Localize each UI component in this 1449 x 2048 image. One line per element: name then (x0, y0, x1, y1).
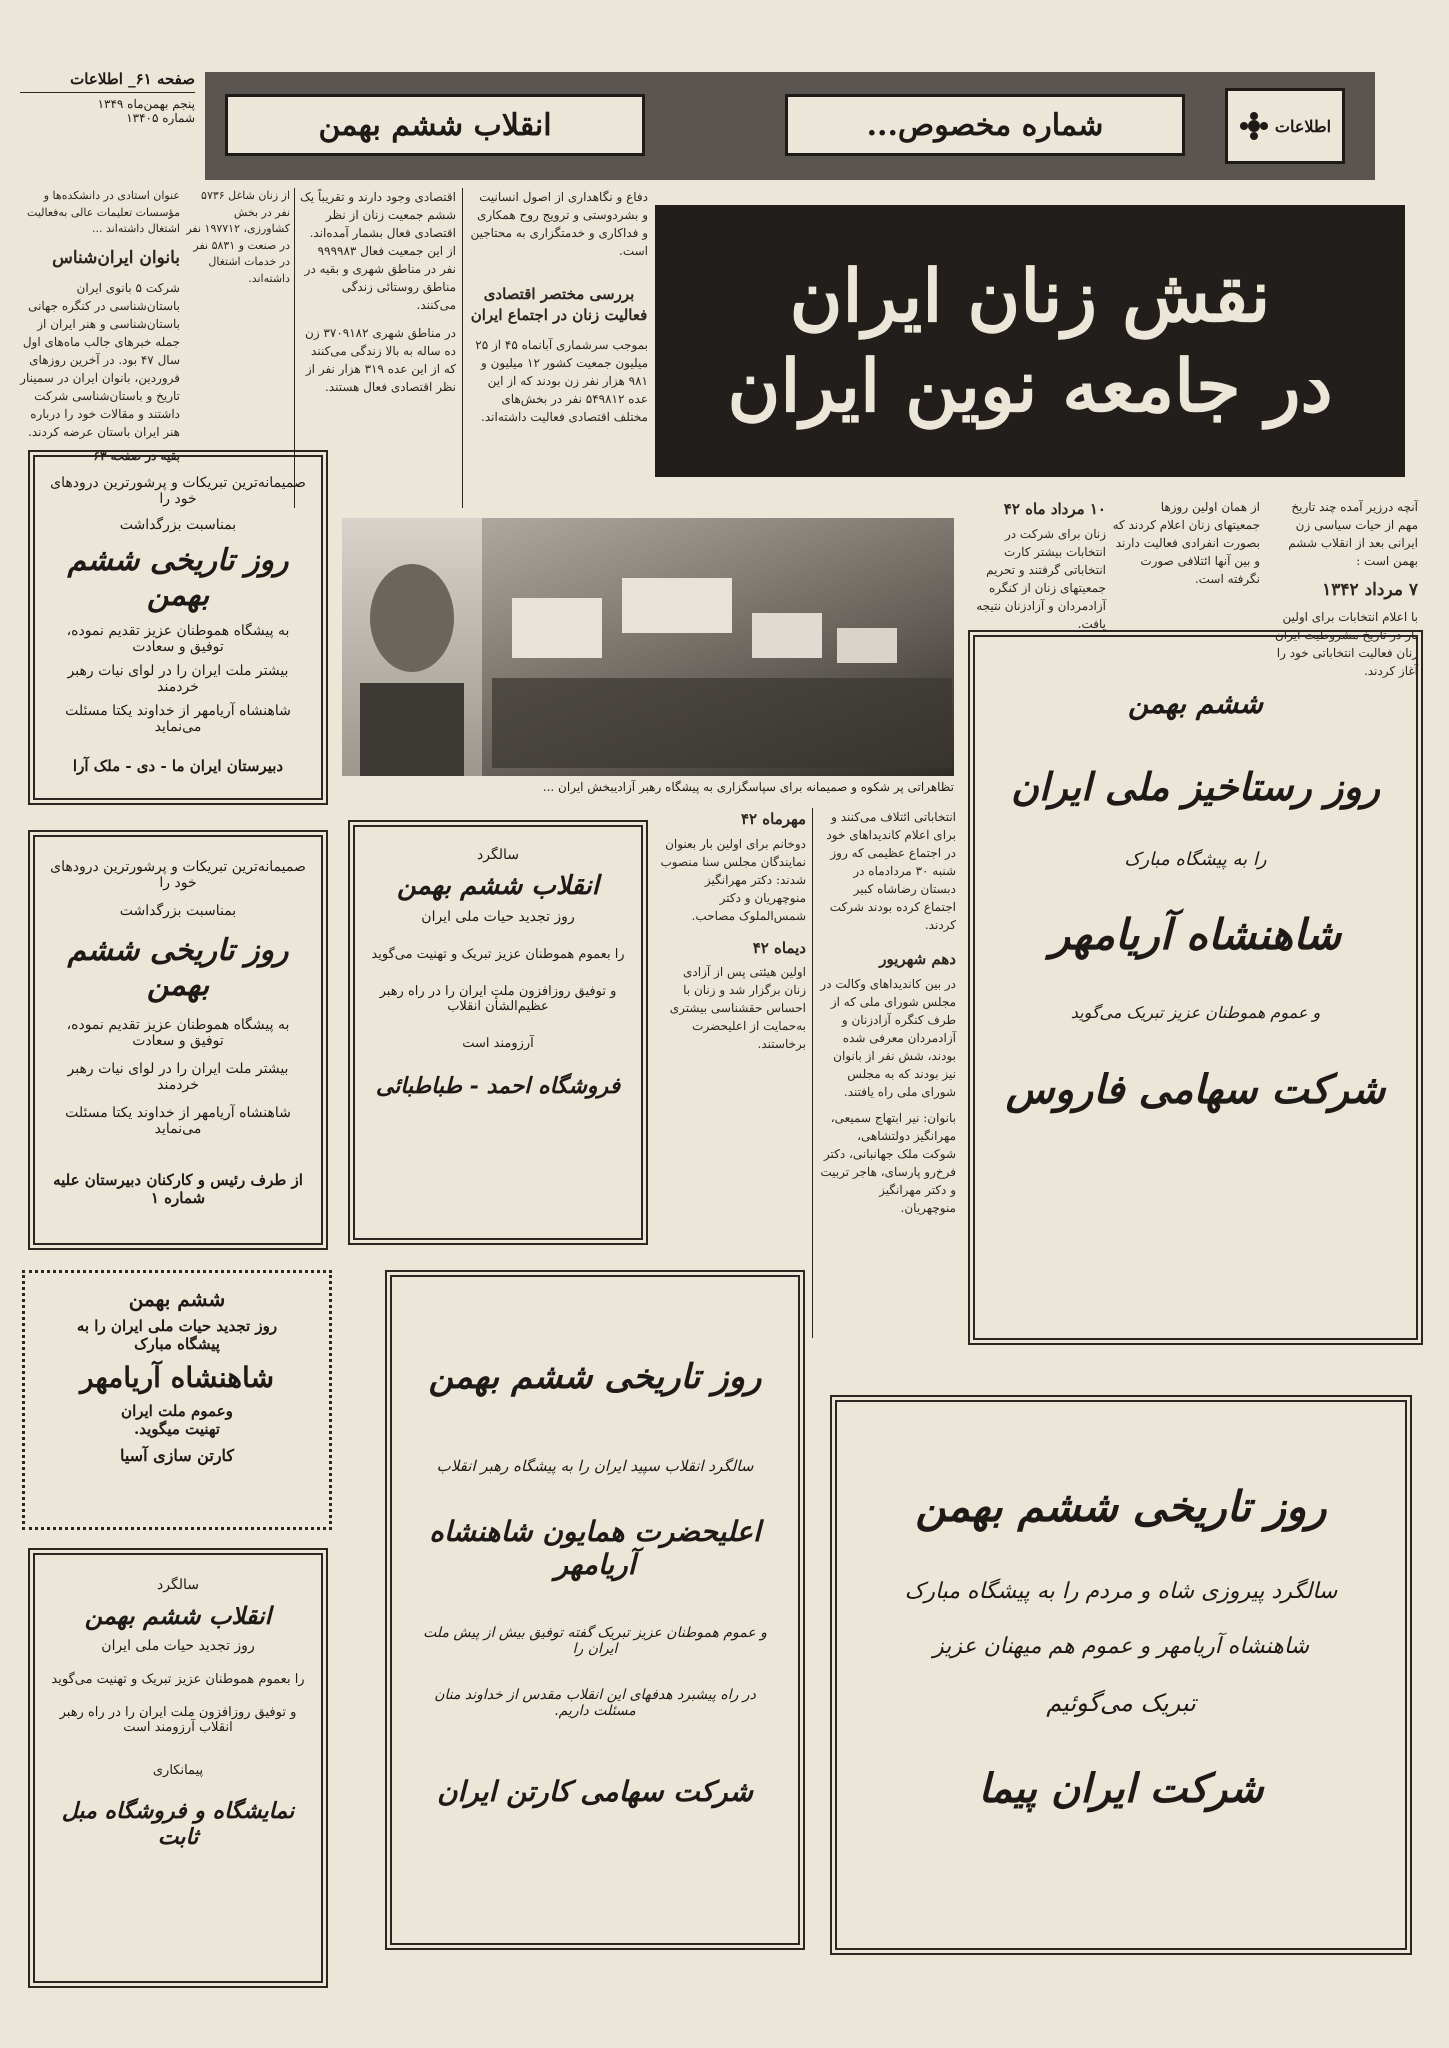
timeline-text: بانوان: نیر ابتهاج سمیعی، مهرانگیز دولتشاهی، شوکت ملک جهانبانی، دکتر فرخ‌رو پارسای، هاجر تربیت و دکتر مهرانگیز منوچهریان. (820, 1110, 956, 1215)
section-title-box (225, 94, 645, 156)
ad-line: را بعموم هموطنان عزیز تبریک و تهنیت می‌گوید (371, 947, 625, 962)
ad-line: ششم بهمن (1127, 687, 1264, 720)
ad-line: را بعموم هموطنان عزیز تبریک و تهنیت می‌گوید (51, 1672, 305, 1687)
ad-line: و توفیق روزافزون ملت ایران را در راه رهبر انقلاب آرزومند است (59, 1705, 297, 1735)
ad-signer: دبیرستان ایران ما - دی - ملک آرا (72, 757, 284, 775)
ad-line: صمیمانه‌ترین تبریکات و پرشورترین درودهای خود را (50, 475, 306, 507)
ad-title: روز تاریخی ششم بهمن (915, 1482, 1327, 1531)
portrait-inset (342, 518, 482, 776)
article-mid-heading: بررسی مختصر اقتصادی فعالیت زنان در اجتماع ایران (470, 285, 648, 324)
ad-title: انقلاب ششم بهمن (84, 1601, 272, 1630)
ad-signer: کارتن سازی آسیا (119, 1446, 235, 1465)
ad-line: ششم بهمن (128, 1287, 226, 1311)
ad-line: شاهنشاه آریامهر و عموم هم میهنان عزیز (932, 1634, 1310, 1659)
ad-signer: شرکت ایران پیما (978, 1765, 1264, 1812)
ad-line: تبریک می‌گوئیم (1046, 1689, 1196, 1717)
ad-line: و عموم هموطنان عزیز تبریک گفته توفیق بیش از پیش ملت ایران را (423, 1625, 767, 1657)
ad-title: انقلاب ششم بهمن (396, 871, 600, 901)
portrait-icon (342, 518, 482, 776)
ad-line: تهنیت میگوید. (134, 1420, 220, 1438)
article-mid-col-2 (300, 188, 456, 396)
timeline-col-5 (660, 808, 806, 1053)
ad-line: وعموم ملت ایران (121, 1402, 233, 1420)
section-title: انقلاب ششم بهمن (318, 107, 552, 143)
ad-line: بمناسبت بزرگداشت (119, 903, 237, 919)
headline-banner (655, 205, 1405, 477)
ad-line: صمیمانه‌ترین تبریکات و پرشورترین درودهای خود را (50, 859, 306, 891)
ad-sabet-furniture (28, 1548, 328, 1988)
article-paragraph: اقتصادی وجود دارند و تقریباً یک ششم جمعیت زنان از نظر اقتصادی فعال بشمار آمده‌اند. از این جمعیت فعال ۹۹۹۹۸۳ نفر در مناطق شهری و بقیه در مناطق روستائی زندگی می‌کنند. (300, 190, 456, 312)
ad-line: سالگرد پیروزی شاه و مردم را به پیشگاه مبارک (904, 1579, 1338, 1604)
article-left-intro: عنوان استادی در دانشکده‌ها و مؤسسات تعلیمات عالی به‌فعالیت اشتغال داشته‌اند ... (27, 189, 180, 235)
date-label: پنجم بهمن‌ماه ۱۳۴۹ (97, 97, 195, 111)
flower-emblem-icon (1239, 111, 1269, 141)
timeline-heading: ۷ مرداد ۱۳۴۲ (1322, 580, 1418, 600)
ad-title: شاهنشاه آریامهر (1049, 910, 1342, 959)
column-divider (812, 808, 813, 1338)
column-divider (462, 188, 463, 508)
ad-carton-iran (385, 1270, 805, 1950)
article-paragraph: بموجب سرشماری آبانماه ۴۵ از ۲۵ میلیون جمعیت کشور ۱۲ میلیون و ۹۸۱ هزار نفر زن بودند که از این عده ۵۴۹۸۱۲ نفر در بخش‌های مختلف اقتصادی فعالیت داشته‌اند. (475, 338, 648, 424)
ad-line: سالگرد انقلاب سپید ایران را به پیشگاه رهبر انقلاب (436, 1457, 754, 1475)
demonstration-photo (342, 518, 954, 776)
article-mid-col-3 (186, 188, 290, 287)
ad-title: روز تاریخی ششم بهمن (67, 543, 289, 613)
issue-label: شماره ۱۳۴۰۵ (126, 111, 195, 125)
timeline-text: دوخانم برای اولین بار بعنوان نمایندگان مجلس سنا منصوب شدند: دکتر مهرانگیز منوچهریان و دکتر شمس‌الملوک مصاحب. (660, 836, 806, 923)
masthead-rule (20, 92, 195, 93)
ad-line: و عموم هموطنان عزیز تبریک می‌گوید (1070, 1003, 1321, 1022)
ad-signer: فروشگاه احمد - طباطبائی (375, 1073, 621, 1099)
timeline-col-4 (820, 808, 956, 1217)
timeline-text: از همان اولین روزها جمعیتهای زنان اعلام کردند که بصورت انفرادی فعالیت دارند و بین آنها ائتلافی صورت نگرفته است. (1112, 500, 1260, 586)
ad-tabatabai (348, 820, 648, 1245)
ad-title: روز تاریخی ششم بهمن (67, 933, 289, 1003)
ad-line: در راه پیشبرد هدفهای این انقلاب مقدس از خداوند منان مسئلت داریم. (434, 1687, 756, 1719)
ad-school-2 (28, 830, 328, 1250)
ad-title: روز رستاخیز ملی ایران (1010, 764, 1381, 809)
ad-title: اعلیحضرت همایون شاهنشاه آریامهر (429, 1515, 761, 1581)
ad-asia-carton (22, 1270, 332, 1530)
ad-signer: شرکت سهامی کارتن ایران (436, 1775, 754, 1808)
newspaper-logo (1225, 88, 1345, 164)
timeline-text: در بین کاندیداهای وکالت در مجلس شورای ملی که از طرف کنگره آزادزنان و آزادمردان معرفی شده بودند، شش نفر از بانوان نیز بودند که به مجلس شورای ملی راه یافتند. (820, 976, 956, 1099)
ad-signer: از طرف رئیس و کارکنان دبیرستان علیه شماره ۱ (53, 1171, 303, 1207)
article-paragraph: دفاع و نگاهداری از اصول انسانیت و بشردوستی و ترویج روح همکاری و فداکاری و خدمتگزاری به محتاجین است. (470, 190, 648, 258)
masthead-info (20, 70, 195, 125)
ad-line: بمناسبت بزرگداشت (119, 517, 237, 533)
article-mid-col-1 (470, 188, 648, 426)
article-left (20, 188, 180, 465)
timeline-text: انتخاباتی ائتلاف می‌کنند و برای اعلام کاندیداهای خود در اجتماع عظیمی که روز شنبه ۳۰ مردادماه در دبستان رضاشاه کبیر اجتماع کرده بودند شرکت کردند. (826, 810, 956, 932)
ad-line: سالگرد (477, 847, 519, 863)
page-label: صفحه ۶۱_ اطلاعات (70, 70, 195, 88)
ad-line: بیشتر ملت ایران را در لوای نیات رهبر خردمند (67, 663, 289, 695)
timeline-col-2 (1112, 498, 1260, 588)
timeline-text: زنان برای شرکت در انتخابات بیشتر کارت انتخاباتی گرفتند و تحریم جمعیتهای زنان از کنگره آزادمردان و آزادزنان نتیجه یافت. (976, 526, 1106, 631)
ad-line: به پیشگاه هموطنان عزیز تقدیم نموده، توفیق و سعادت (66, 1017, 290, 1049)
crowd-banners-icon (492, 558, 952, 768)
ad-line: شاهنشاه آریامهر از خداوند یکتا مسئلت می‌نماید (65, 703, 291, 735)
article-left-body: شرکت ۵ بانوی ایران باستان‌شناسی در کنگره جهانی باستان‌شناسی و هنر ایران از جمله خبرهای جالب ماه‌های اول سال ۴۷ بود. در آخرین روزهای فروردین، بانوان ایران در سمینار تاریخ و باستان‌شناسی شرکت داشتند و مقالات خود را درباره هنر ایران باستان عرضه کردند. (20, 281, 180, 439)
special-issue-title: شماره مخصوص... (866, 107, 1104, 143)
ad-line: بیشتر ملت ایران را در لوای نیات رهبر خردمند (67, 1061, 289, 1093)
ad-title: شاهنشاه آریامهر (79, 1361, 275, 1394)
headline-line-2: در جامعه نوین ایران (727, 343, 1333, 428)
timeline-heading: دهم شهریور (879, 950, 956, 968)
timeline-text: اولین هیئتی پس از آزادی زنان برگزار شد و زنان با احساس حقشناسی بیشتری به‌حمایت از اعلیحضرت برخاستند. (669, 965, 806, 1051)
ad-line: به پیشگاه هموطنان عزیز تقدیم نموده، توفیق و سعادت (66, 623, 290, 655)
timeline-intro: آنچه درزیر آمده چند تاریخ مهم از حیات سیاسی زن ایرانی بعد از انقلاب ششم بهمن است : (1288, 500, 1418, 568)
timeline-heading: ۱۰ مرداد ماه ۴۲ (1003, 500, 1106, 518)
ad-school-1 (28, 450, 328, 805)
article-left-heading: بانوان ایران‌شناس (52, 247, 180, 268)
ad-line: و توفیق روزافزون ملت ایران را در راه رهبر عظیم‌الشأن انقلاب (379, 984, 617, 1014)
ad-iran-paima (830, 1395, 1412, 1955)
headline-line-1: نقش زنان ایران (789, 253, 1271, 338)
ad-line: روز تجدید حیات ملی ایران را به (76, 1317, 278, 1335)
ad-line: را به پیشگاه مبارک (1124, 849, 1267, 870)
ad-line: سالگرد (157, 1577, 199, 1593)
special-issue-box (785, 94, 1185, 156)
ad-line: شاهنشاه آریامهر از خداوند یکتا مسئلت می‌نماید (65, 1105, 291, 1137)
ad-signer: شرکت سهامی فاروس (1005, 1066, 1386, 1113)
ad-signer: نمایشگاه و فروشگاه مبل ثابت (61, 1798, 295, 1850)
ad-line: آرزومند است (462, 1036, 534, 1051)
article-paragraph: در مناطق شهری ۳۷۰۹۱۸۲ زن ده ساله به بالا زندگی می‌کنند که از این عده ۳۱۹ هزار نفر از نظر اقتصادی فعال هستند. (305, 326, 456, 394)
article-paragraph: از زنان شاغل ۵۷۳۶ نفر در بخش کشاورزی، ۱۹۷۷۱۲ نفر در صنعت و ۵۸۳۱ نفر در خدمات اشتغال داشته‌اند. (186, 189, 290, 285)
timeline-heading: دیماه ۴۲ (752, 938, 806, 957)
timeline-text: با اعلام انتخابات برای اولین بار در تاریخ مشروطیت ایران زنان فعالیت انتخاباتی خود را آغاز کردند. (1274, 609, 1418, 678)
logo-text: اطلاعات (1274, 116, 1332, 136)
timeline-heading: مهرماه ۴۲ (740, 810, 806, 828)
masthead-band (205, 72, 1375, 180)
ad-line: روز تجدید حیات ملی ایران (421, 909, 575, 925)
ad-title: روز تاریخی ششم بهمن (428, 1357, 762, 1397)
ad-pharos (968, 630, 1423, 1345)
ad-line: پیمانکاری (152, 1763, 204, 1778)
ad-line: پیشگاه مبارک (134, 1335, 220, 1353)
ad-line: روز تجدید حیات ملی ایران (101, 1638, 255, 1654)
timeline-col-3 (962, 498, 1106, 633)
continued-label: بقیه در صفحه ۶۳ (93, 449, 180, 463)
photo-caption: تظاهراتی پر شکوه و صمیمانه برای سپاسگزاری به پیشگاه رهبر آزادیبخش ایران ... (542, 780, 954, 794)
